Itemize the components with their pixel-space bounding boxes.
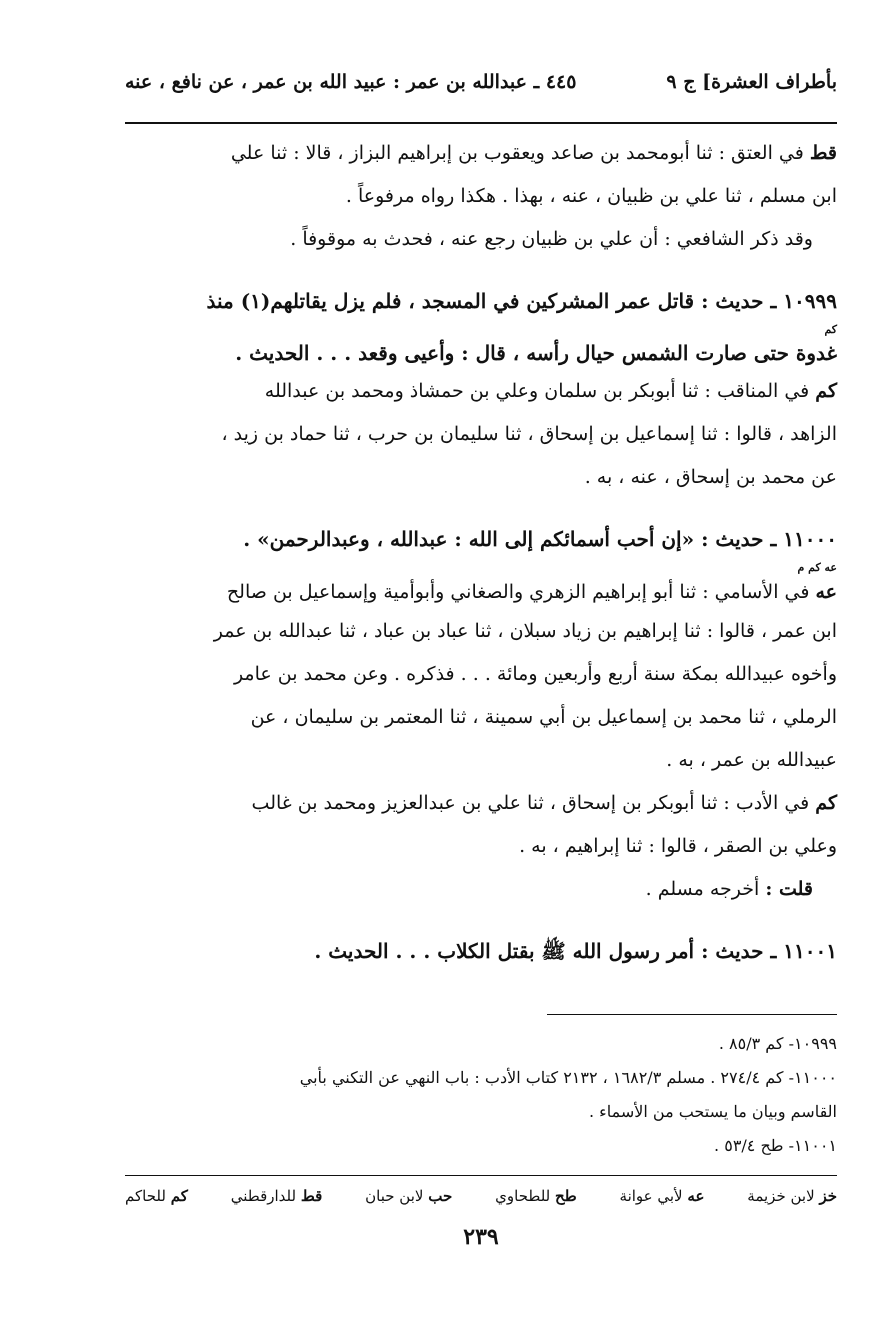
text: في الأسامي : ثنا أبو إبراهيم الزهري والصغاني وأبوأمية وإسماعيل بن صالح (226, 581, 816, 603)
book-page (125, 62, 837, 1250)
siglum: كم (815, 792, 837, 814)
footnote-rule (547, 1014, 837, 1015)
entry-11000-p3: وأخوه عبيدالله بمكة سنة أربع وأربعين ومائة . . . فذكره . وعن محمد بن عامر (233, 663, 837, 685)
text: في العتق : ثنا أبومحمد بن صاعد ويعقوب بن إبراهيم البزاز ، قالا : ثنا علي (230, 142, 810, 164)
text: في المناقب : ثنا أبوبكر بن سلمان وعلي بن حمشاذ ومحمد بن عبدالله (264, 380, 816, 402)
footnote-3: ١١٠٠١- طح ٥٣/٤ . (714, 1136, 837, 1155)
header-volume: بأطراف العشرة] ج ٩ (666, 71, 837, 93)
block1-line1 (125, 132, 837, 175)
abbr-item: طح للطحاوي (495, 1187, 577, 1205)
entry-11000-p5: عبيدالله بن عمر ، به . (666, 749, 837, 771)
entry-10999-p1 (125, 370, 837, 413)
entry-11000-title: ١١٠٠٠ ـ حديث : «إن أحب أسمائكم إلى الله : عبدالله ، وعبدالرحمن» . (243, 527, 837, 551)
entry-11000-p1 (125, 574, 837, 610)
abbr-item: خز لابن خزيمة (747, 1187, 837, 1205)
header-chapter: ٤٤٥ ـ عبدالله بن عمر : عبيد الله بن عمر ، عن نافع ، عنه (125, 71, 577, 93)
entry-11001-title: ١١٠٠١ ـ حديث : أمر رسول الله ﷺ بقتل الكلاب . . . الحديث . (314, 939, 837, 963)
block1-line3: وقد ذكر الشافعي : أن علي بن ظبيان رجع عنه ، فحدث به موقوفاً . (290, 228, 813, 250)
siglum: كم (815, 380, 837, 402)
entry-10999-sigla: كم (824, 323, 837, 336)
entry-10999-title: ١٠٩٩٩ ـ حديث : قاتل عمر المشركين في المسجد ، فلم يزل يقاتلهم(١) منذ (206, 289, 837, 313)
entry-10999-p3: عن محمد بن إسحاق ، عنه ، به . (584, 466, 837, 488)
entry-10999-p2: الزاهد ، قالوا : ثنا إسماعيل بن إسحاق ، ثنا سليمان بن حرب ، ثنا حماد بن زيد ، (221, 423, 837, 445)
siglum: قط (809, 142, 837, 164)
siglum: عه (815, 581, 837, 603)
footnote-1: ١٠٩٩٩- كم ٨٥/٣ . (718, 1034, 837, 1053)
abbr-item: قط للدارقطني (230, 1187, 323, 1205)
text: أخرجه مسلم . (645, 878, 766, 900)
entry-10999-title-cont: غدوة حتى صارت الشمس حيال رأسه ، قال : وأعيى وقعد . . . الحديث . (235, 341, 837, 365)
entry-11000-q1 (125, 782, 837, 825)
abbr-item: كم للحاكم (125, 1187, 188, 1205)
entry-11000-p2: ابن عمر ، قالوا : ثنا إبراهيم بن زياد سبلان ، ثنا عباد بن عباد ، ثنا عبدالله بن عمر (213, 620, 837, 642)
running-header (125, 62, 837, 102)
footnote-2: ١١٠٠٠- كم ٢٧٤/٤ . مسلم ١٦٨٢/٣ ، ٢١٣٢ كتاب الأدب : باب النهي عن التكني بأبي (299, 1068, 837, 1087)
entry-11000-p4: الرملي ، ثنا محمد بن إسماعيل بن أبي سمينة ، ثنا المعتمر بن سليمان ، عن (250, 706, 837, 728)
footnote-2-cont: القاسم وبيان ما يستحب من الأسماء . (589, 1102, 837, 1121)
entry-11000-sigla: عه كم م (797, 561, 837, 574)
abbr-item: عه لأبي عوانة (619, 1187, 705, 1205)
abbr-item: حب لابن حبان (365, 1187, 453, 1205)
block1-line2: ابن مسلم ، ثنا علي بن ظبيان ، عنه ، بهذا . هكذا رواه مرفوعاً . (345, 185, 837, 207)
abbreviation-key (125, 1176, 837, 1216)
note-label: قلت : (765, 878, 813, 900)
entry-11000-q2: وعلي بن الصقر ، قالوا : ثنا إبراهيم ، به . (519, 835, 837, 857)
entry-11000-note (125, 868, 837, 911)
text: في الأدب : ثنا أبوبكر بن إسحاق ، ثنا علي بن عبدالعزيز ومحمد بن غالب (251, 792, 816, 814)
page-number: ٢٣٩ (463, 1224, 499, 1250)
